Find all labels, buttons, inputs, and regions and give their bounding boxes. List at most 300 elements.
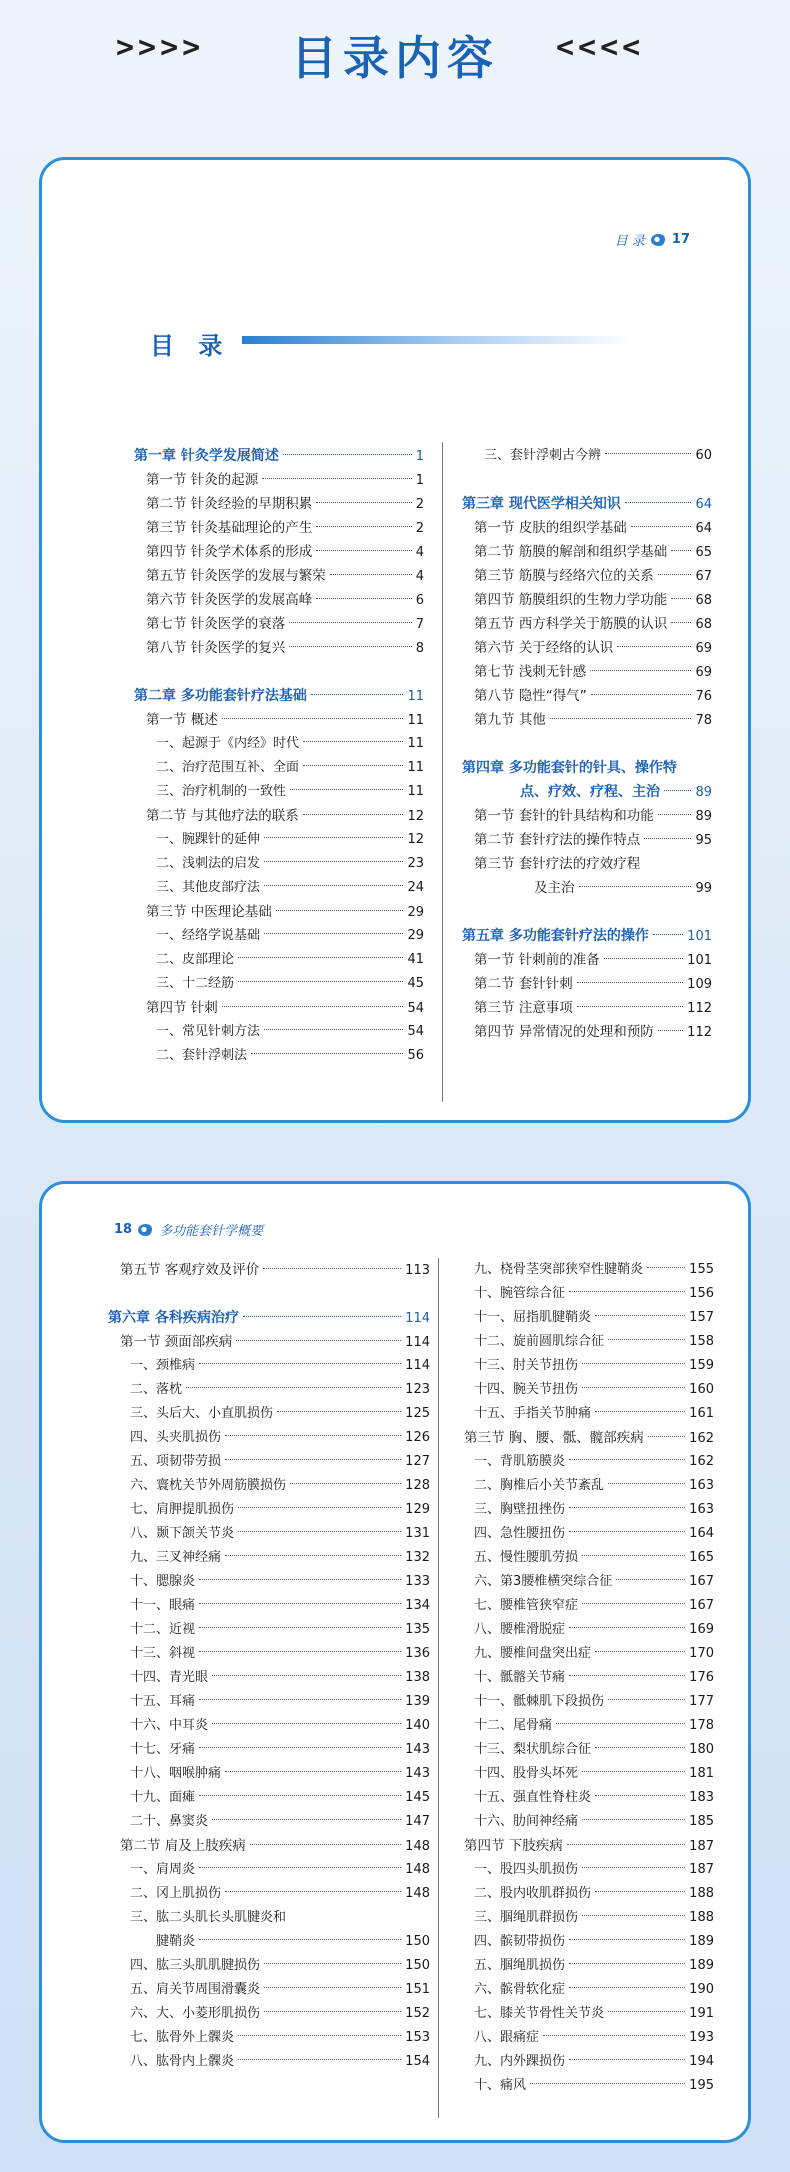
toc-subentry[interactable] xyxy=(108,1906,430,1930)
toc-chapter-entry[interactable] xyxy=(462,780,712,804)
toc-entry-title: 第九节 其他 xyxy=(474,712,546,728)
toc-entry-title: 四、肱三头肌肌腱损伤 xyxy=(130,1958,261,1973)
toc-entry-title: 七、肩胛提肌损伤 xyxy=(130,1502,235,1517)
toc-entry-title: 第三节 中医理论基础 xyxy=(146,904,272,920)
toc-page-number: 163 xyxy=(689,1502,714,1517)
dot-leader xyxy=(238,2035,401,2036)
toc-subentry[interactable] xyxy=(452,2074,714,2098)
toc-page-number: 188 xyxy=(689,1910,714,1925)
toc-page-number: 56 xyxy=(407,1048,424,1063)
toc-page-number: 139 xyxy=(405,1694,430,1709)
toc-page-number: 176 xyxy=(689,1670,714,1685)
dot-leader xyxy=(276,910,404,911)
toc-subentry[interactable] xyxy=(134,972,424,996)
toc-page-number: 99 xyxy=(695,881,712,896)
toc-subentry[interactable] xyxy=(134,924,424,948)
toc-page-number: 138 xyxy=(405,1670,430,1685)
toc-subentry[interactable] xyxy=(108,1546,430,1570)
toc-chapter-entry[interactable] xyxy=(108,1306,430,1330)
toc-subentry[interactable] xyxy=(134,756,424,780)
dot-leader xyxy=(530,2083,685,2084)
dot-leader xyxy=(250,1844,401,1845)
toc-page-number: 193 xyxy=(689,2030,714,2045)
toc-subentry[interactable] xyxy=(452,1402,714,1426)
toc-entry-title: 第六章 各科疾病治疗 xyxy=(108,1310,239,1326)
toc-page-number: 190 xyxy=(689,1982,714,1997)
toc-subentry[interactable] xyxy=(452,1378,714,1402)
toc-section-entry[interactable] xyxy=(134,708,424,732)
dot-leader xyxy=(577,982,683,983)
toc-entry-title: 二、落枕 xyxy=(130,1382,183,1397)
toc-chapter-entry[interactable] xyxy=(462,756,712,780)
dot-leader xyxy=(316,526,411,527)
toc-subentry[interactable] xyxy=(452,1930,714,1954)
toc-chapter-entry[interactable] xyxy=(462,492,712,516)
dot-leader xyxy=(289,646,411,647)
toc-chapter-entry[interactable] xyxy=(462,924,712,948)
toc-section-entry[interactable] xyxy=(462,852,712,876)
toc-subentry[interactable] xyxy=(108,1882,430,1906)
toc-subentry[interactable] xyxy=(452,1690,714,1714)
toc-entry-title: 二、浅刺法的启发 xyxy=(156,856,261,871)
toc-subentry[interactable] xyxy=(108,1450,430,1474)
toc-subentry[interactable] xyxy=(108,1930,430,1954)
dot-leader xyxy=(582,1771,685,1772)
toc-subentry[interactable] xyxy=(452,1738,714,1762)
dot-leader xyxy=(316,502,411,503)
toc-subentry[interactable] xyxy=(452,1546,714,1570)
toc-page-number: 6 xyxy=(415,593,424,608)
toc-subentry[interactable] xyxy=(452,1786,714,1810)
dot-leader xyxy=(290,1483,401,1484)
toc-subentry[interactable] xyxy=(452,1906,714,1930)
toc-section-entry[interactable] xyxy=(134,540,424,564)
dot-leader xyxy=(653,934,683,935)
toc-subentry[interactable] xyxy=(452,1714,714,1738)
dot-leader xyxy=(264,885,403,886)
toc-entry-title: 二、冈上肌损伤 xyxy=(130,1886,222,1901)
toc-section-entry[interactable] xyxy=(462,636,712,660)
toc-subentry[interactable] xyxy=(452,1330,714,1354)
toc-page-number: 180 xyxy=(689,1742,714,1757)
toc-page-number: 147 xyxy=(405,1814,430,1829)
toc-subentry[interactable] xyxy=(452,1258,714,1282)
dot-leader xyxy=(608,1339,685,1340)
toc-entry-title: 九、桡骨茎突部狭窄性腱鞘炎 xyxy=(474,1262,644,1277)
toc-page-number: 7 xyxy=(415,617,424,632)
dot-leader xyxy=(569,1459,685,1460)
toc-subentry[interactable] xyxy=(108,1690,430,1714)
toc-subentry[interactable] xyxy=(452,1474,714,1498)
dot-leader xyxy=(303,741,403,742)
dot-leader xyxy=(556,1723,685,1724)
toc-subentry[interactable] xyxy=(108,1786,430,1810)
toc-page-number: 187 xyxy=(689,1839,714,1854)
toc-subentry[interactable] xyxy=(108,2026,430,2050)
toc-entry-title: 点、疗效、疗程、主治 xyxy=(520,784,660,800)
toc-entry-title: 第八节 针灸医学的复兴 xyxy=(146,640,286,656)
toc-page-number: 95 xyxy=(695,833,712,848)
toc-section-entry[interactable] xyxy=(462,804,712,828)
dot-leader xyxy=(199,1651,401,1652)
toc-subentry[interactable] xyxy=(108,1738,430,1762)
dot-leader xyxy=(199,1747,401,1748)
toc-section-entry[interactable] xyxy=(462,972,712,996)
toc-section-entry[interactable] xyxy=(462,540,712,564)
toc-entry-title: 第三节 筋膜与经络穴位的关系 xyxy=(474,568,654,584)
toc-entry-title: 第一节 颈面部疾病 xyxy=(120,1334,233,1350)
toc-entry-title: 三、治疗机制的一致性 xyxy=(156,784,287,799)
dot-leader xyxy=(577,1006,683,1007)
toc-page-number: 126 xyxy=(405,1430,430,1445)
toc-entry-title: 第三章 现代医学相关知识 xyxy=(462,496,621,512)
toc-subentry[interactable] xyxy=(134,780,424,804)
dot-leader xyxy=(222,1006,404,1007)
toc-section-entry[interactable] xyxy=(462,708,712,732)
toc-page-number: 143 xyxy=(405,1766,430,1781)
toc-page-number: 185 xyxy=(689,1814,714,1829)
toc-section-entry[interactable] xyxy=(452,1426,714,1450)
dot-leader xyxy=(264,2011,401,2012)
toc-section-entry[interactable] xyxy=(462,828,712,852)
toc-section-entry[interactable] xyxy=(462,588,712,612)
toc-section-entry[interactable] xyxy=(134,612,424,636)
toc-entry-title: 第二节 肩及上肢疾病 xyxy=(120,1838,246,1854)
toc-subentry[interactable] xyxy=(134,828,424,852)
toc-subentry[interactable] xyxy=(452,1354,714,1378)
toc-heading-bar xyxy=(242,336,632,344)
toc-entry-title: 第一节 针刺前的准备 xyxy=(474,952,600,968)
toc-subentry[interactable] xyxy=(108,1426,430,1450)
toc-section-entry[interactable] xyxy=(108,1258,430,1282)
dot-leader xyxy=(590,670,691,671)
toc-page-number: 11 xyxy=(407,736,424,751)
toc-entry-title: 一、常见针刺方法 xyxy=(156,1024,261,1039)
toc-subentry[interactable] xyxy=(452,2026,714,2050)
toc-page-number: 191 xyxy=(689,2006,714,2021)
toc-section-entry[interactable] xyxy=(134,564,424,588)
toc-subentry[interactable] xyxy=(452,1522,714,1546)
toc-subentry[interactable] xyxy=(452,1978,714,2002)
toc-section-entry[interactable] xyxy=(108,1834,430,1858)
toc-page-number: 113 xyxy=(405,1263,430,1278)
dot-leader xyxy=(604,958,683,959)
toc-subentry[interactable] xyxy=(452,1882,714,1906)
toc-subentry[interactable] xyxy=(452,1954,714,1978)
dot-leader xyxy=(582,1387,685,1388)
toc-subentry[interactable] xyxy=(108,1378,430,1402)
toc-page-number: 11 xyxy=(407,760,424,775)
toc-page-number: 170 xyxy=(689,1646,714,1661)
toc-entry-title: 一、起源于《内经》时代 xyxy=(156,736,300,751)
toc-section-entry[interactable] xyxy=(134,900,424,924)
toc-entry-title: 五、慢性腰肌劳损 xyxy=(474,1550,579,1565)
toc-section-entry[interactable] xyxy=(462,516,712,540)
dot-leader xyxy=(251,1053,403,1054)
toc-page-number: 195 xyxy=(689,2078,714,2093)
toc-subentry[interactable] xyxy=(134,1044,424,1068)
toc-page-number: 41 xyxy=(407,952,424,967)
toc-section-entry[interactable] xyxy=(462,948,712,972)
toc-page-number: 112 xyxy=(687,1001,712,1016)
dot-leader xyxy=(595,1747,685,1748)
toc-chapter-entry[interactable] xyxy=(134,684,424,708)
dot-leader xyxy=(648,1436,685,1437)
toc-subentry[interactable] xyxy=(452,1306,714,1330)
column-divider xyxy=(442,442,443,1102)
toc-chapter-entry[interactable] xyxy=(134,444,424,468)
page-title: 目录内容 xyxy=(291,31,499,85)
toc-entry-title: 第二节 套针疗法的操作特点 xyxy=(474,832,641,848)
toc-entry-title: 第二节 与其他疗法的联系 xyxy=(146,808,299,824)
dot-leader xyxy=(289,622,411,623)
toc-entry-title: 第五节 客观疗效及评价 xyxy=(120,1262,260,1278)
toc-page-number: 134 xyxy=(405,1598,430,1613)
toc-entry-title: 四、急性腰扭伤 xyxy=(474,1526,566,1541)
column-divider xyxy=(438,1258,439,2118)
toc-page-number: 160 xyxy=(689,1382,714,1397)
toc-entry-title: 第三节 胸、腰、骶、髋部疾病 xyxy=(464,1430,644,1446)
toc-page-number: 68 xyxy=(695,617,712,632)
toc-section-entry[interactable] xyxy=(462,684,712,708)
toc-subentry[interactable] xyxy=(134,948,424,972)
toc-entry-title: 五、肩关节周围滑囊炎 xyxy=(130,1982,261,1997)
dot-leader xyxy=(582,1603,685,1604)
toc-section-entry[interactable] xyxy=(134,492,424,516)
toc-subentry[interactable] xyxy=(452,1498,714,1522)
toc-entry-title: 第四章 多功能套针的针具、操作特 xyxy=(462,760,677,776)
dot-leader xyxy=(582,1867,685,1868)
dot-leader xyxy=(263,1268,401,1269)
toc-section-entry[interactable] xyxy=(134,468,424,492)
dot-leader xyxy=(631,526,692,527)
toc-subentry[interactable] xyxy=(452,1282,714,1306)
toc-subentry[interactable] xyxy=(134,876,424,900)
toc-subentry[interactable] xyxy=(108,1666,430,1690)
spacer xyxy=(462,468,712,492)
toc-subentry[interactable] xyxy=(452,2050,714,2074)
toc-section-entry[interactable] xyxy=(134,804,424,828)
toc-page-number: 69 xyxy=(695,665,712,680)
toc-page-number: 188 xyxy=(689,1886,714,1901)
toc-page-number: 4 xyxy=(415,545,424,560)
dot-leader xyxy=(582,1915,685,1916)
toc-entry-title: 六、寰枕关节外周筋膜损伤 xyxy=(130,1478,287,1493)
toc-subentry[interactable] xyxy=(108,1594,430,1618)
toc-subentry[interactable] xyxy=(108,1498,430,1522)
dot-leader xyxy=(199,1627,401,1628)
dot-leader xyxy=(238,1507,401,1508)
toc-subentry[interactable] xyxy=(108,1858,430,1882)
toc-entry-title: 十一、屈指肌腱鞘炎 xyxy=(474,1310,592,1325)
dot-leader xyxy=(199,1795,401,1796)
toc-subentry[interactable] xyxy=(108,1762,430,1786)
toc-subentry[interactable] xyxy=(108,1954,430,1978)
toc-page-number: 60 xyxy=(695,448,712,463)
toc-subentry[interactable] xyxy=(108,1618,430,1642)
toc-subentry[interactable] xyxy=(452,1762,714,1786)
toc-subentry[interactable] xyxy=(134,852,424,876)
dot-leader xyxy=(186,1387,401,1388)
toc-subentry[interactable] xyxy=(108,1570,430,1594)
toc-page-number: 189 xyxy=(689,1934,714,1949)
toc-entry-title: 第五节 针灸医学的发展与繁荣 xyxy=(146,568,326,584)
toc-page-number: 54 xyxy=(407,1001,424,1016)
toc-page-number: 162 xyxy=(689,1454,714,1469)
toc-page-number: 143 xyxy=(405,1742,430,1757)
toc-section-entry[interactable] xyxy=(134,996,424,1020)
dot-leader xyxy=(543,2035,685,2036)
toc-page-number: 8 xyxy=(415,641,424,656)
toc-subentry[interactable] xyxy=(108,1354,430,1378)
toc-page-number: 164 xyxy=(689,1526,714,1541)
dot-leader xyxy=(608,2011,685,2012)
dot-leader xyxy=(550,718,692,719)
toc-section-entry[interactable] xyxy=(462,660,712,684)
toc-page-number: 189 xyxy=(689,1958,714,1973)
toc-entry-title: 十、腕管综合征 xyxy=(474,1286,566,1301)
toc-subentry[interactable] xyxy=(134,1020,424,1044)
toc-entry-title: 第二章 多功能套针疗法基础 xyxy=(134,688,307,704)
dot-leader xyxy=(569,1531,685,1532)
dot-leader xyxy=(569,1939,685,1940)
toc-section-entry[interactable] xyxy=(108,1330,430,1354)
toc-page-number: 178 xyxy=(689,1718,714,1733)
toc-page-number: 12 xyxy=(407,832,424,847)
toc-page-number: 125 xyxy=(405,1406,430,1421)
toc-subentry[interactable] xyxy=(108,1402,430,1426)
toc-entry-title: 第五节 西方科学关于筋膜的认识 xyxy=(474,616,668,632)
toc-subentry[interactable] xyxy=(452,1570,714,1594)
toc-entry-title: 二、治疗范围互补、全面 xyxy=(156,760,300,775)
toc-page-number: 136 xyxy=(405,1646,430,1661)
toc-page-number: 162 xyxy=(689,1431,714,1446)
toc-entry-title: 十二、旋前圆肌综合征 xyxy=(474,1334,605,1349)
toc-page-number: 148 xyxy=(405,1839,430,1854)
toc-section-entry[interactable] xyxy=(452,1834,714,1858)
dot-leader xyxy=(644,838,691,839)
toc-entry-title: 十三、斜视 xyxy=(130,1646,196,1661)
toc-section-entry[interactable] xyxy=(134,636,424,660)
toc-section-entry[interactable] xyxy=(462,564,712,588)
toc-subentry[interactable] xyxy=(108,2002,430,2026)
toc-subentry[interactable] xyxy=(452,1810,714,1834)
dot-leader xyxy=(264,1987,401,1988)
toc-page-number: 64 xyxy=(695,521,712,536)
toc-subentry[interactable] xyxy=(452,1858,714,1882)
swirl-logo-icon xyxy=(651,234,666,246)
dot-leader xyxy=(225,1891,401,1892)
dot-leader xyxy=(569,1627,685,1628)
toc-section-entry[interactable] xyxy=(462,996,712,1020)
toc-entry-title: 四、髌韧带损伤 xyxy=(474,1934,566,1949)
dot-leader xyxy=(567,1844,685,1845)
dot-leader xyxy=(569,2059,685,2060)
toc-section-entry[interactable] xyxy=(134,516,424,540)
toc-entry-title: 九、内外踝损伤 xyxy=(474,2054,566,2069)
toc-section-entry[interactable] xyxy=(134,588,424,612)
toc-subentry[interactable] xyxy=(108,1810,430,1834)
toc-entry-title: 二、股内收肌群损伤 xyxy=(474,1886,592,1901)
toc-entry-title: 第八节 隐性“得气” xyxy=(474,688,587,704)
toc-subentry[interactable] xyxy=(452,1618,714,1642)
toc-subentry[interactable] xyxy=(452,1642,714,1666)
dot-leader xyxy=(608,1483,685,1484)
toc-entry-title: 九、三叉神经痛 xyxy=(130,1550,222,1565)
toc-page-number: 151 xyxy=(405,1982,430,1997)
running-head xyxy=(615,230,690,249)
toc-subentry[interactable] xyxy=(108,1978,430,2002)
toc-subentry[interactable] xyxy=(108,1714,430,1738)
toc-page-number: 148 xyxy=(405,1886,430,1901)
toc-page-number: 148 xyxy=(405,1862,430,1877)
toc-entry-title: 第四节 针灸学术体系的形成 xyxy=(146,544,313,560)
toc-page-number: 89 xyxy=(695,809,712,824)
toc-subentry[interactable] xyxy=(452,2002,714,2026)
toc-page-number: 127 xyxy=(405,1454,430,1469)
toc-entry-title: 十四、腕关节扭伤 xyxy=(474,1382,579,1397)
toc-subentry[interactable] xyxy=(462,444,712,468)
toc-heading: 目 录 xyxy=(150,332,231,360)
toc-page-number: 109 xyxy=(687,977,712,992)
toc-subentry[interactable] xyxy=(108,1642,430,1666)
toc-section-entry[interactable] xyxy=(462,612,712,636)
toc-page-number: 29 xyxy=(407,928,424,943)
toc-page-number: 194 xyxy=(689,2054,714,2069)
toc-page-number: 129 xyxy=(405,1502,430,1517)
toc-entry-title: 第一节 套针的针具结构和功能 xyxy=(474,808,654,824)
spacer xyxy=(108,1282,430,1306)
dot-leader xyxy=(262,478,411,479)
dot-leader xyxy=(671,622,691,623)
toc-entry-title: 十五、手指关节肿痛 xyxy=(474,1406,592,1421)
toc-entry-title: 六、第3腰椎横突综合征 xyxy=(474,1574,613,1589)
toc-page-number: 159 xyxy=(689,1358,714,1373)
dot-leader xyxy=(243,1316,401,1317)
toc-section-entry[interactable] xyxy=(462,1020,712,1044)
toc-entry-title: 三、十二经筋 xyxy=(156,976,235,991)
toc-entry-title: 第一章 针灸学发展简述 xyxy=(134,448,279,464)
dot-leader xyxy=(222,718,404,719)
dot-leader xyxy=(225,1771,401,1772)
toc-section-entry[interactable] xyxy=(462,876,712,900)
toc-entry-title: 第一节 皮肤的组织学基础 xyxy=(474,520,627,536)
toc-entry-title: 八、跟痛症 xyxy=(474,2030,540,2045)
toc-entry-title: 第四节 筋膜组织的生物力学功能 xyxy=(474,592,668,608)
toc-page-number: 68 xyxy=(695,593,712,608)
dot-leader xyxy=(311,694,404,695)
toc-subentry[interactable] xyxy=(134,732,424,756)
dot-leader xyxy=(595,1795,685,1796)
toc-subentry[interactable] xyxy=(108,1474,430,1498)
dot-leader xyxy=(658,1030,683,1031)
toc-entry-title: 十七、牙痛 xyxy=(130,1742,196,1757)
toc-page-number: 150 xyxy=(405,1934,430,1949)
dot-leader xyxy=(595,1411,685,1412)
toc-subentry[interactable] xyxy=(452,1450,714,1474)
toc-subentry[interactable] xyxy=(452,1666,714,1690)
toc-page-number: 11 xyxy=(407,784,424,799)
toc-entry-title: 十三、肘关节扭伤 xyxy=(474,1358,579,1373)
toc-subentry[interactable] xyxy=(108,2050,430,2074)
left-arrows: >>>> xyxy=(116,30,205,65)
toc-entry-title: 第三节 注意事项 xyxy=(474,1000,573,1016)
dot-leader xyxy=(582,1555,685,1556)
toc-subentry[interactable] xyxy=(452,1594,714,1618)
toc-subentry[interactable] xyxy=(108,1522,430,1546)
dot-leader xyxy=(238,1531,401,1532)
toc-entry-title: 七、肱骨外上髁炎 xyxy=(130,2030,235,2045)
